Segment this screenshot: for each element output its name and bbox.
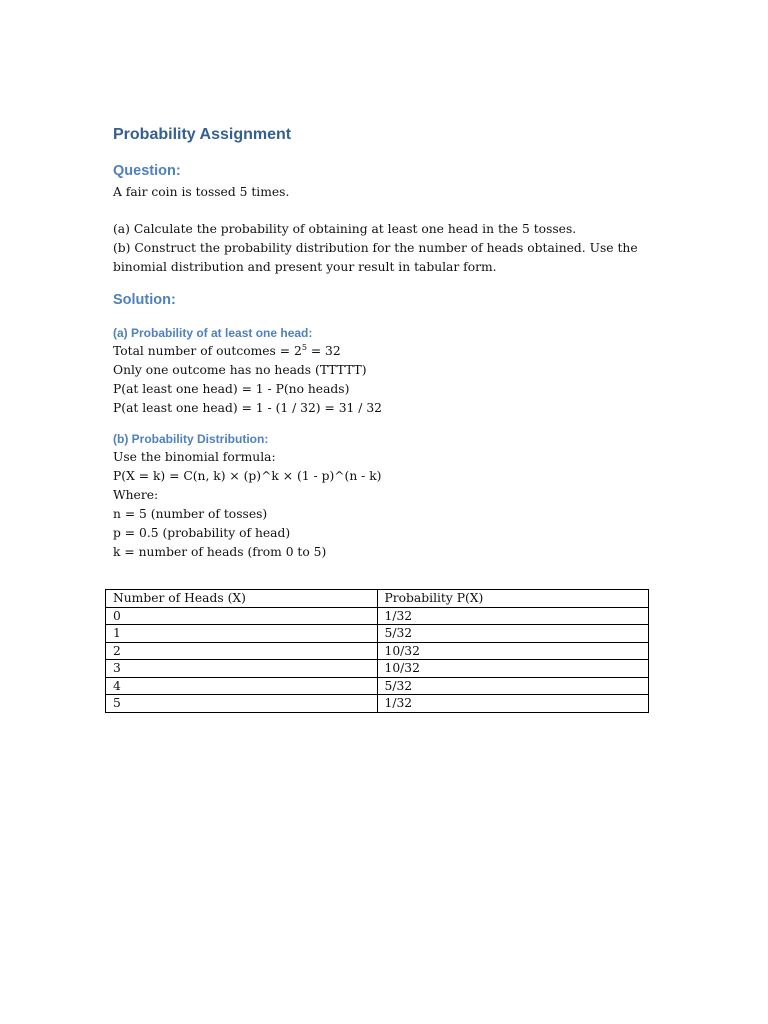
table-row — [106, 642, 649, 660]
table-row — [106, 660, 649, 678]
probability-cell: 5/32 — [377, 625, 649, 643]
heads-cell: 3 — [106, 660, 378, 678]
result-line: P(at least one head) = 1 - (1 / 32) = 31 / 32 — [113, 401, 382, 415]
binomial-intro-line: Use the binomial formula: — [113, 450, 276, 464]
k-definition-line: k = number of heads (from 0 to 5) — [113, 545, 327, 559]
heads-cell: 1 — [106, 625, 378, 643]
probability-distribution-table — [105, 589, 649, 713]
complement-line: P(at least one head) = 1 - P(no heads) — [113, 382, 350, 396]
total-outcomes-suffix: = 32 — [306, 344, 341, 358]
probability-cell: 10/32 — [377, 660, 649, 678]
n-definition-line: n = 5 (number of tosses) — [113, 507, 268, 521]
part-b-heading: (b) Probability Distribution: — [113, 432, 269, 446]
table-row — [106, 625, 649, 643]
table-header-row — [106, 590, 649, 608]
probability-cell: 10/32 — [377, 642, 649, 660]
header-number-of-heads: Number of Heads (X) — [106, 590, 378, 608]
heads-cell: 5 — [106, 695, 378, 713]
part-a-prompt: (a) Calculate the probability of obtaining at least one head in the 5 tosses. — [113, 222, 577, 236]
table-row — [106, 607, 649, 625]
total-outcomes-prefix: Total number of outcomes = 2 — [113, 344, 302, 358]
total-outcomes-exponent: 5 — [301, 342, 307, 352]
question-text: A fair coin is tossed 5 times. — [113, 185, 290, 199]
heads-cell: 2 — [106, 642, 378, 660]
header-probability: Probability P(X) — [377, 590, 649, 608]
document-title: Probability Assignment — [113, 126, 292, 143]
part-a-heading: (a) Probability of at least one head: — [113, 326, 313, 340]
probability-cell: 5/32 — [377, 677, 649, 695]
probability-cell: 1/32 — [377, 695, 649, 713]
question-heading: Question: — [113, 163, 181, 179]
part-b-prompt: (b) Construct the probability distribution for the number of heads obtained. Use the binomial distribution and present your result in tabular form. — [113, 241, 638, 274]
document-body — [113, 124, 653, 562]
no-heads-line: Only one outcome has no heads (TTTTT) — [113, 363, 367, 377]
table-row — [106, 677, 649, 695]
heads-cell: 0 — [106, 607, 378, 625]
where-line: Where: — [113, 488, 159, 502]
heads-cell: 4 — [106, 677, 378, 695]
table-row — [106, 695, 649, 713]
p-definition-line: p = 0.5 (probability of head) — [113, 526, 291, 540]
solution-heading: Solution: — [113, 292, 176, 308]
total-outcomes-line — [113, 342, 653, 361]
probability-cell: 1/32 — [377, 607, 649, 625]
binomial-formula-line: P(X = k) = C(n, k) × (p)^k × (1 - p)^(n - k) — [113, 469, 382, 483]
